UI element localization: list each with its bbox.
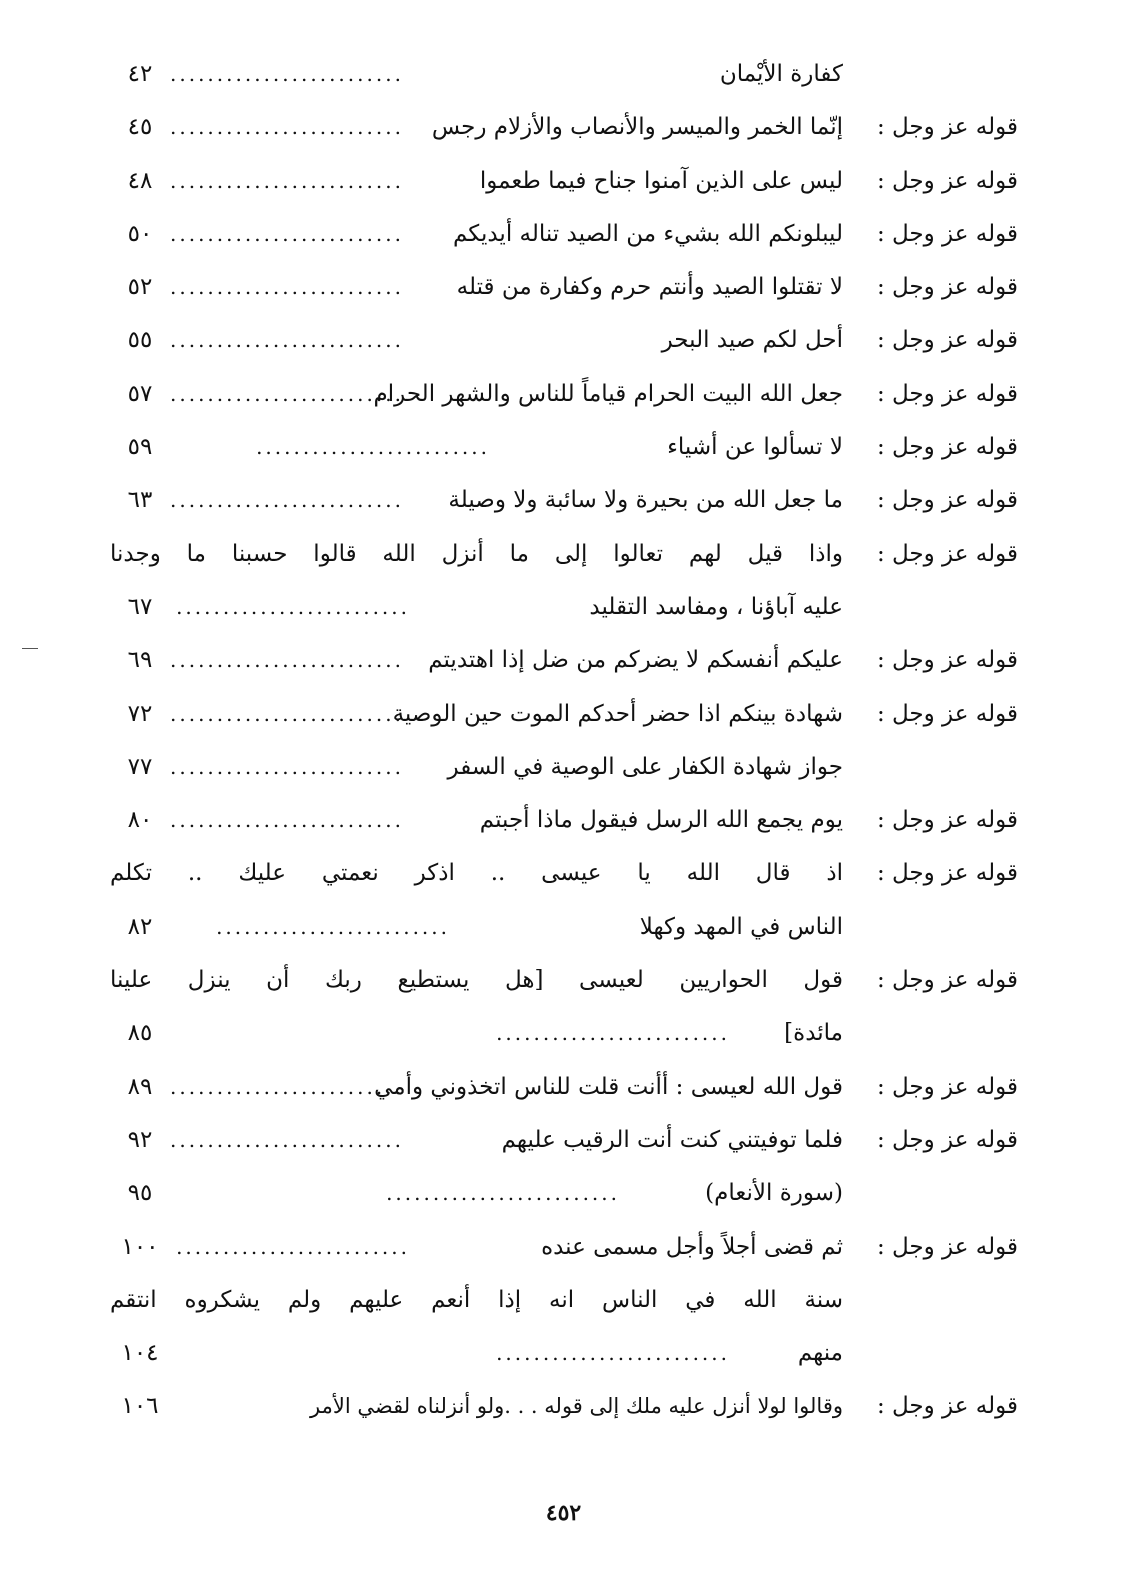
- entry-page: ٨٢: [127, 913, 153, 940]
- toc-entry: [110, 528, 1018, 581]
- toc-entry-continuation: [110, 1007, 1018, 1060]
- dot-leader: .........................: [216, 914, 450, 939]
- entry-prefix: قوله عز وجل :: [876, 380, 1018, 407]
- entry-page: ٦٧: [127, 593, 153, 620]
- dot-leader: .........................: [170, 1074, 404, 1099]
- entry-prefix: قوله عز وجل :: [876, 1073, 1018, 1100]
- entry-title: يوم يجمع الله الرسل فيقول ماذا أجبتم: [479, 807, 843, 834]
- entry-prefix: قوله عز وجل :: [876, 220, 1018, 247]
- toc-entry: [110, 794, 1018, 847]
- entry-prefix: قوله عز وجل :: [876, 807, 1018, 834]
- margin-mark: [22, 648, 38, 649]
- entry-title-continued: مائدة]: [784, 1020, 843, 1047]
- entry-title-continued: الناس في المهد وكهلا: [639, 913, 843, 940]
- entry-title: ليس على الذين آمنوا جناح فيما طعموا: [479, 167, 843, 194]
- entry-title: شهادة بينكم اذا حضر أحدكم الموت حين الوصية: [392, 700, 843, 727]
- dot-leader: .........................: [176, 594, 410, 619]
- entry-title: ليبلونكم الله بشيء من الصيد تناله أيديكم: [452, 220, 843, 247]
- entry-title: عليكم أنفسكم لا يضركم من ضل إذا اهتديتم: [428, 647, 843, 674]
- entry-title: إنّما الخمر والميسر والأنصاب والأزلام رجس: [431, 114, 843, 141]
- dot-leader: .........................: [170, 648, 404, 673]
- entry-page: ٨٥: [127, 1020, 153, 1047]
- dot-leader: .........................: [170, 754, 404, 779]
- entry-page: ٤٢: [127, 61, 153, 87]
- toc-entry: [110, 208, 1018, 261]
- entry-page: ٥٢: [127, 274, 153, 301]
- toc-entry: [110, 1114, 1018, 1167]
- toc-entry: [110, 261, 1018, 314]
- toc-entry: [110, 48, 1018, 101]
- entry-page: ٦٣: [127, 487, 153, 514]
- toc-entry-continuation: [110, 901, 1018, 954]
- entry-page: ٥٩: [127, 434, 153, 461]
- toc-entry: [110, 634, 1018, 687]
- dot-leader: .........................: [256, 435, 490, 460]
- entry-title: فلما توفيتني كنت أنت الرقيب عليهم: [501, 1126, 843, 1153]
- toc-entry: [110, 1167, 1018, 1220]
- entry-title-continued: منهم: [797, 1340, 843, 1367]
- entry-page: ٩٥: [127, 1180, 153, 1207]
- toc-entry: [110, 368, 1018, 421]
- dot-leader: .........................: [170, 168, 404, 193]
- entry-page: ٧٢: [127, 700, 153, 727]
- dot-leader: .........................: [496, 1341, 730, 1366]
- entry-page: ٧٧: [127, 753, 153, 780]
- dot-leader: .........................: [170, 488, 404, 513]
- entry-title: لا تقتلوا الصيد وأنتم حرم وكفارة من قتله: [456, 274, 843, 301]
- entry-page: ٤٥: [127, 114, 153, 141]
- toc-entry: [110, 421, 1018, 474]
- entry-page: ٨٩: [127, 1073, 153, 1100]
- toc-entry: [110, 101, 1018, 154]
- entry-title: وقالوا لولا أنزل عليه ملك إلى قوله . . .ولو أنزلناه لقضي الأمر: [310, 1394, 843, 1419]
- entry-prefix: قوله عز وجل :: [876, 274, 1018, 301]
- entry-page: ١٠٤: [121, 1340, 159, 1367]
- toc-entry: [110, 474, 1018, 527]
- dot-leader: .........................: [170, 1127, 404, 1152]
- entry-prefix: قوله عز وجل :: [876, 487, 1018, 514]
- entry-prefix: قوله عز وجل :: [876, 434, 1018, 461]
- entry-title: سنة الله في الناس انه إذا أنعم عليهم ولم يشكروه انتقم: [110, 1286, 843, 1313]
- toc-entry: [110, 847, 1018, 900]
- entry-prefix: قوله عز وجل :: [876, 1126, 1018, 1153]
- entry-title: أحل لكم صيد البحر: [661, 327, 843, 354]
- entry-page: ١٠٠: [121, 1233, 159, 1260]
- entry-prefix: قوله عز وجل :: [876, 327, 1018, 354]
- dot-leader: .........................: [170, 115, 404, 140]
- entry-title: كفارة الأيْمان: [719, 61, 843, 87]
- toc-entry-continuation: [110, 581, 1018, 634]
- entry-title: ثم قضى أجلاً وأجل مسمى عنده: [541, 1233, 843, 1260]
- entry-title: قول الحواريين لعيسى [هل يستطيع ربك أن ينزل علينا: [110, 967, 843, 994]
- dot-leader: .........................: [386, 1181, 620, 1206]
- entry-title: جعل الله البيت الحرام قياماً للناس والشهر الحرام: [373, 380, 843, 407]
- entry-prefix: قوله عز وجل :: [876, 860, 1018, 887]
- dot-leader: .........................: [170, 275, 404, 300]
- entry-page: ٩٢: [127, 1126, 153, 1153]
- toc-entry: [110, 1274, 1018, 1327]
- toc-entry: [110, 1061, 1018, 1114]
- entry-title: ما جعل الله من بحيرة ولا سائبة ولا وصيلة: [448, 487, 843, 514]
- entry-prefix: قوله عز وجل :: [876, 647, 1018, 674]
- entry-prefix: قوله عز وجل :: [876, 967, 1018, 994]
- toc-entry: [110, 741, 1018, 794]
- dot-leader: .........................: [176, 1234, 410, 1259]
- entry-title: جواز شهادة الكفار على الوصية في السفر: [447, 753, 843, 780]
- dot-leader: .........................: [170, 381, 404, 406]
- entry-prefix: قوله عز وجل :: [876, 167, 1018, 194]
- entry-page: ٥٠: [127, 220, 153, 247]
- dot-leader: .........................: [170, 328, 404, 353]
- toc-entry: [110, 954, 1018, 1007]
- toc-entry: [110, 688, 1018, 741]
- entry-prefix: قوله عز وجل :: [876, 540, 1018, 567]
- page-number: ٤٥٢: [545, 1500, 582, 1526]
- dot-leader: .........................: [170, 62, 404, 86]
- entry-prefix: قوله عز وجل :: [876, 1393, 1018, 1420]
- toc-entry: [110, 155, 1018, 208]
- toc-entry: [110, 1221, 1018, 1274]
- entry-page: ١٠٦: [121, 1393, 159, 1420]
- entry-prefix: قوله عز وجل :: [876, 1233, 1018, 1260]
- entry-page: ٨٠: [127, 807, 153, 834]
- entry-prefix: قوله عز وجل :: [876, 114, 1018, 141]
- dot-leader: .........................: [170, 808, 404, 833]
- entry-title: (سورة الأنعام): [705, 1180, 843, 1207]
- entry-page: ٦٩: [127, 647, 153, 674]
- table-of-contents: [110, 48, 1018, 1434]
- entry-title-continued: عليه آباؤنا ، ومفاسد التقليد: [589, 593, 843, 620]
- dot-leader: .........................: [496, 1021, 730, 1046]
- entry-page: ٤٨: [127, 167, 153, 194]
- entry-title: قول الله لعيسى : أأنت قلت للناس اتخذوني وأمي: [374, 1073, 843, 1100]
- entry-title: واذا قيل لهم تعالوا إلى ما أنزل الله قالوا حسبنا ما وجدنا: [110, 540, 843, 567]
- dot-leader: .........................: [170, 701, 404, 726]
- entry-title: لا تسألوا عن أشياء: [667, 434, 843, 461]
- entry-prefix: قوله عز وجل :: [876, 700, 1018, 727]
- toc-entry-continuation: [110, 1327, 1018, 1380]
- dot-leader: .........................: [170, 221, 404, 246]
- entry-page: ٥٥: [127, 327, 153, 354]
- toc-entry: [110, 314, 1018, 367]
- toc-entry: [110, 1380, 1018, 1433]
- entry-page: ٥٧: [127, 380, 153, 407]
- entry-title: اذ قال الله يا عيسى .. اذكر نعمتي عليك .. تكلم: [110, 860, 843, 887]
